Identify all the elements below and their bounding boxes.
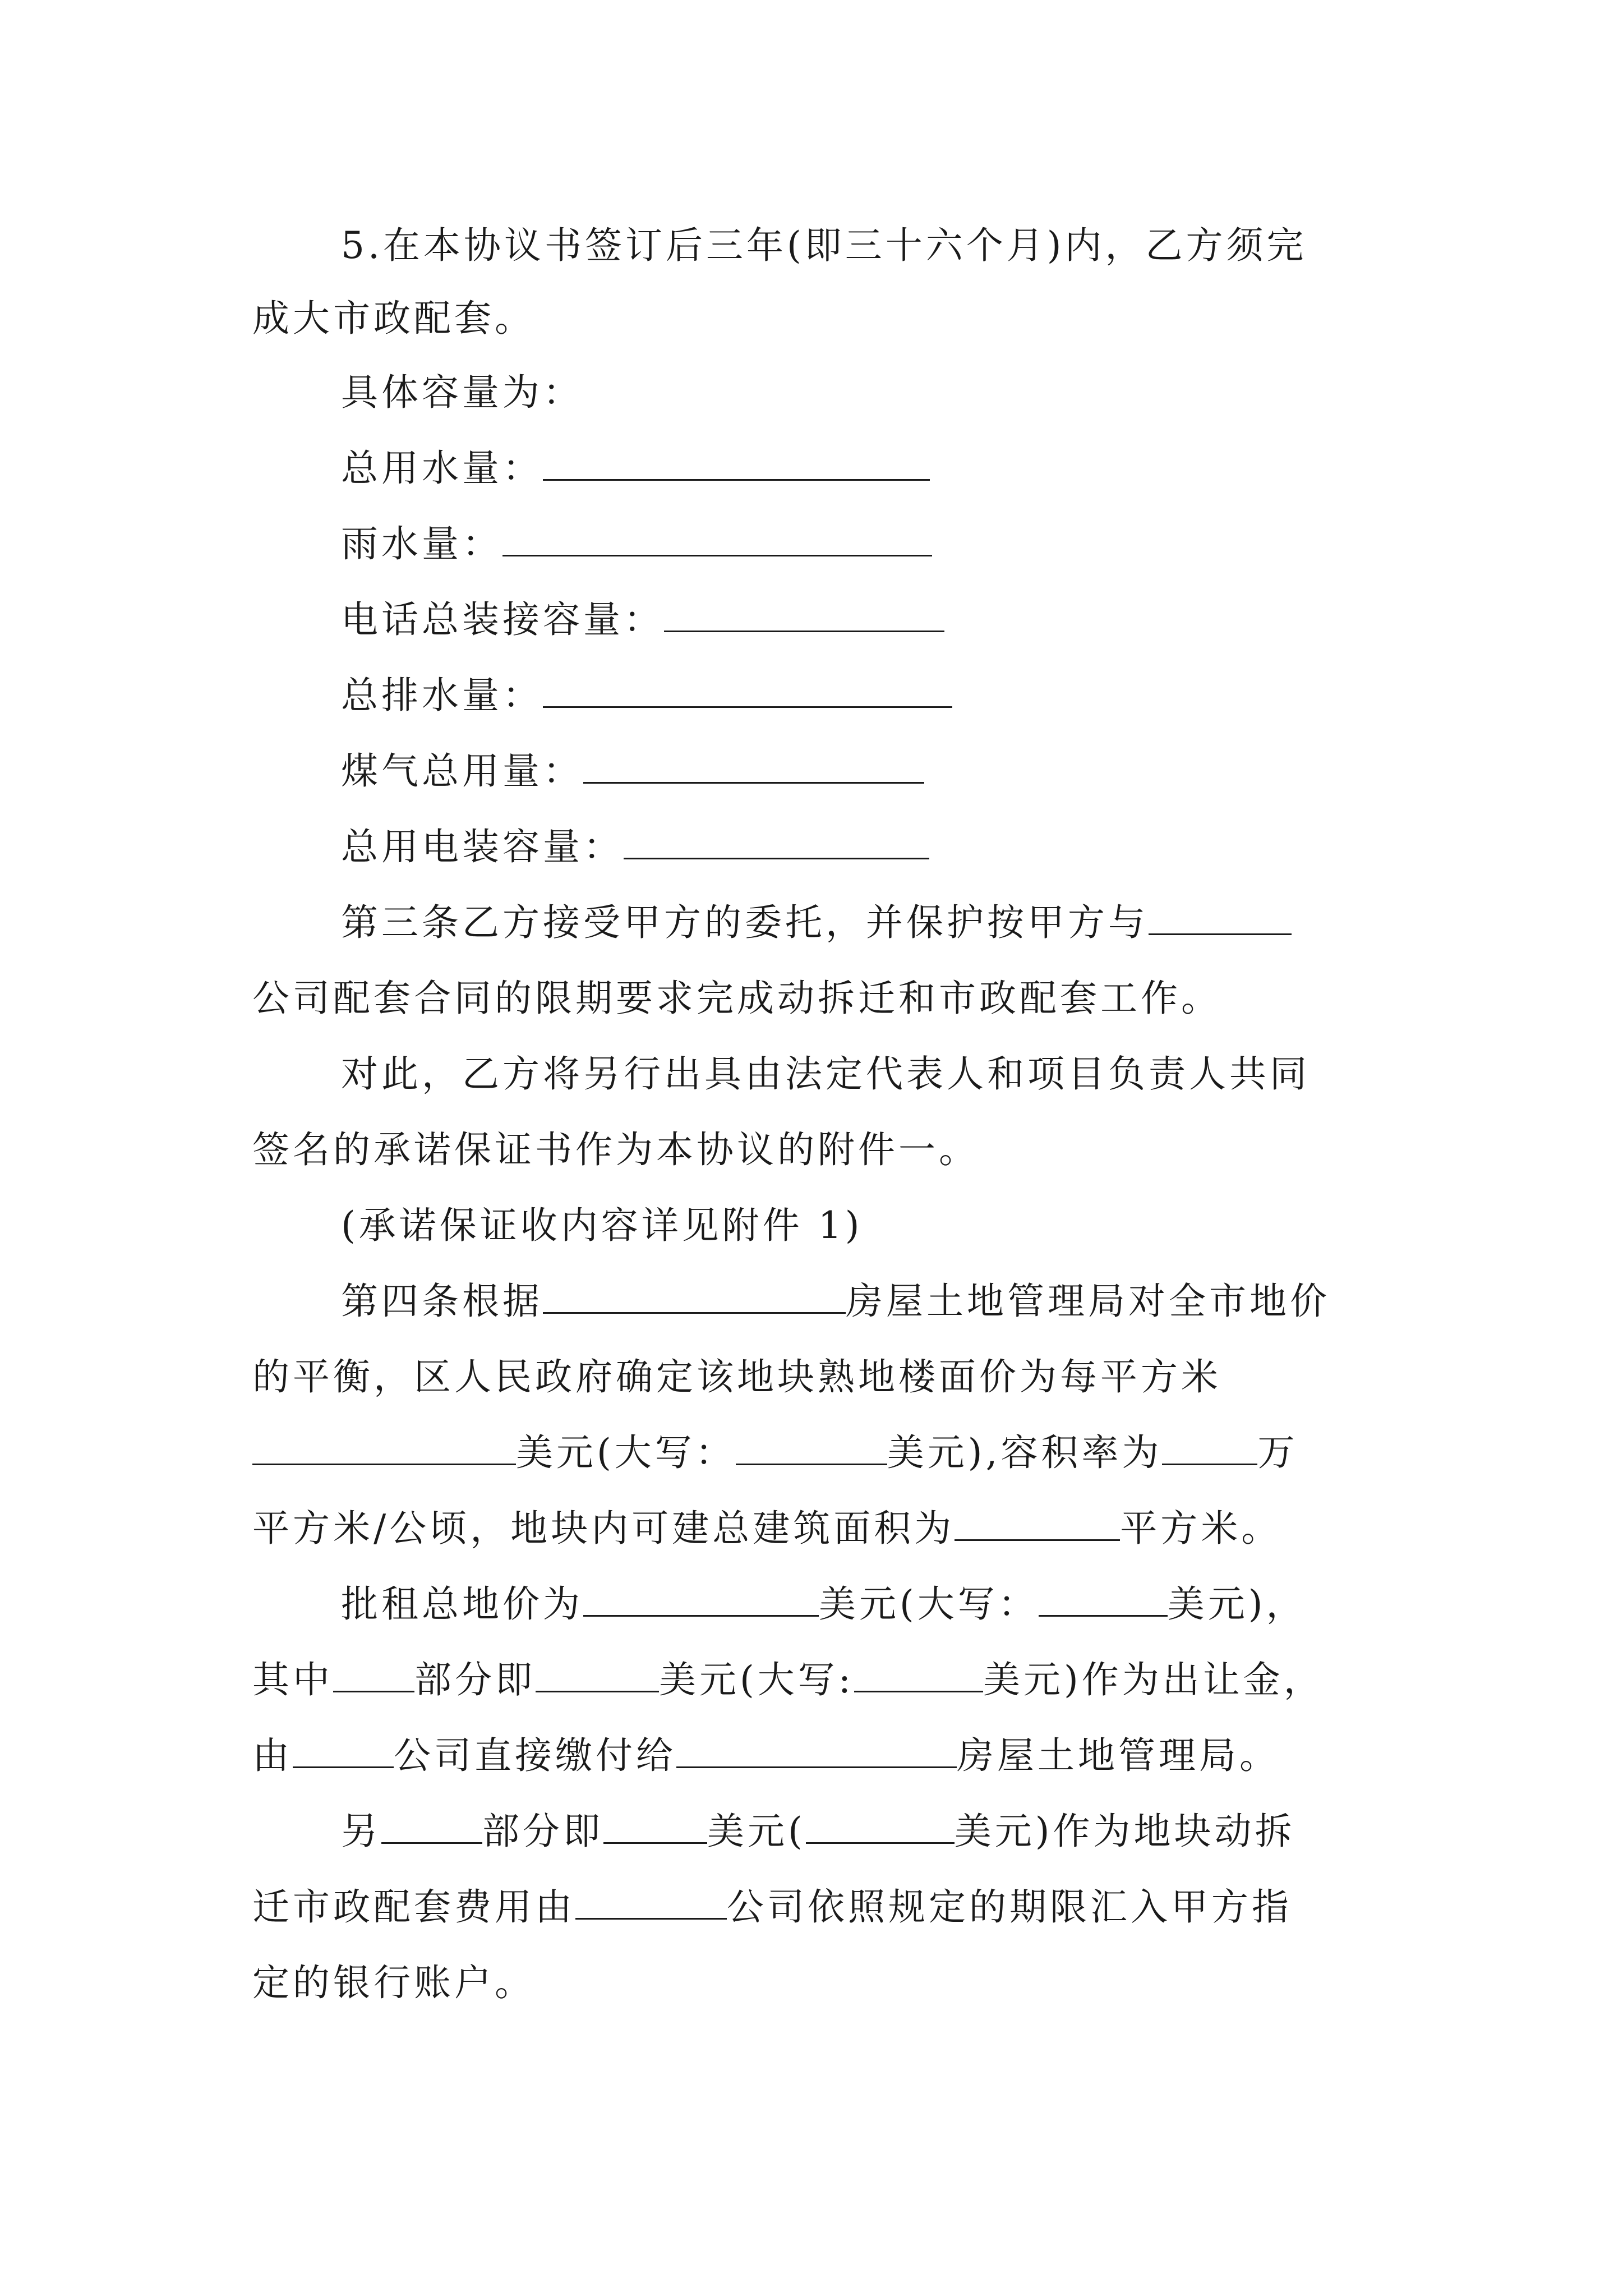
article4-l3c: 万 [1257, 1431, 1298, 1474]
article4-p3-line2-row [252, 1885, 1292, 1930]
article4-fee-words-blank [854, 1659, 983, 1692]
article4-p2-l1a: 批租总地价为 [341, 1582, 583, 1626]
article4-fee-blank [536, 1659, 659, 1692]
capacity-gas-row [341, 749, 924, 794]
article4-payee-blank [676, 1735, 957, 1768]
article4-p2-line2-row [252, 1658, 1324, 1703]
article4-p2-l3a: 由 [252, 1734, 293, 1777]
article4-total-words-blank [1039, 1584, 1168, 1617]
capacity-water-row [341, 446, 930, 491]
capacity-gas-label: 煤气总用量： [341, 749, 583, 793]
capacity-rain-blank [502, 523, 932, 556]
article4-line3-row [252, 1430, 1298, 1475]
capacity-heading: 具体容量为： [341, 371, 583, 414]
article4-p3-line3: 定的银行账户。 [252, 1961, 535, 2004]
article4-p2-l1c: 美元)， [1167, 1582, 1307, 1626]
capacity-phone-row [341, 597, 944, 642]
clause5-line2: 成大市政配套。 [252, 297, 535, 340]
article4-p2-line1-row [341, 1582, 1307, 1627]
article4-p2-l2b: 部分即 [414, 1658, 536, 1701]
article3-note: (承诺保证收内容详见附件 1) [341, 1204, 863, 1247]
article4-p2-l3c: 房屋土地管理局。 [957, 1734, 1280, 1777]
article4-l4b: 平方米。 [1120, 1507, 1282, 1550]
capacity-drain-label: 总排水量： [341, 674, 543, 717]
article4-l4a: 平方米/公顷，地块内可建总建筑面积为 [252, 1507, 955, 1550]
article4-p2-l1b: 美元(大写： [819, 1582, 1039, 1626]
article4-line2: 的平衡，区人民政府确定该地块熟地楼面价为每平方米 [252, 1355, 1221, 1398]
capacity-power-label: 总用电装容量： [341, 825, 624, 868]
article4-other-fee-words-blank [806, 1811, 955, 1844]
article4-remit-company-blank [575, 1887, 727, 1920]
article4-l1b: 房屋土地管理局对全市地价 [846, 1280, 1330, 1323]
capacity-rain-row [341, 522, 932, 567]
article4-price-words-blank [736, 1432, 887, 1465]
article4-line4-row [252, 1506, 1281, 1551]
article4-price-blank [252, 1432, 516, 1465]
capacity-power-row [341, 825, 929, 869]
capacity-drain-row [341, 673, 952, 718]
article4-p2-l3b: 公司直接缴付给 [394, 1734, 676, 1777]
capacity-power-blank [624, 826, 929, 859]
article3-p2-line1: 对此，乙方将另行出具由法定代表人和项目负责人共同 [341, 1052, 1310, 1096]
article4-p3-l1b: 部分即 [482, 1810, 603, 1853]
article4-p3-l2b: 公司依照规定的期限汇入甲方指 [727, 1885, 1292, 1929]
article4-p3-l1c: 美元( [707, 1810, 806, 1853]
article4-line1-row [341, 1279, 1330, 1324]
article4-ratio-blank [1162, 1432, 1257, 1465]
article4-payer-blank [293, 1735, 394, 1768]
article4-l1a: 第四条根据 [341, 1280, 543, 1323]
capacity-phone-blank [664, 599, 944, 632]
article4-p3-l1a: 另 [341, 1810, 381, 1853]
article4-l3a: 美元(大写： [516, 1431, 736, 1474]
article4-p2-line3-row [252, 1733, 1280, 1778]
article4-l3b: 美元),容积率为 [887, 1431, 1163, 1474]
clause5-line1: 5.在本协议书签订后三年(即三十六个月)内，乙方须完 [341, 224, 1307, 267]
article4-area-blank [955, 1508, 1120, 1541]
article4-total-blank [583, 1584, 819, 1617]
article4-part-blank [333, 1659, 414, 1692]
capacity-water-blank [543, 448, 930, 481]
capacity-rain-label: 雨水量： [341, 522, 502, 565]
article3-company-blank [1149, 902, 1292, 935]
article4-city-blank [543, 1281, 846, 1314]
capacity-phone-label: 电话总装接容量： [341, 598, 664, 641]
capacity-gas-blank [583, 751, 924, 784]
article4-p3-l1d: 美元)作为地块动拆 [954, 1810, 1295, 1853]
article4-p2-l2a: 其中 [252, 1658, 333, 1701]
article4-p2-l2d: 美元)作为出让金， [983, 1658, 1324, 1701]
article4-p2-l2c: 美元(大写: [659, 1658, 854, 1701]
article3-line2: 公司配套合同的限期要求完成动拆迁和市政配套工作。 [252, 977, 1221, 1020]
article3-line1: 第三条乙方接受甲方的委托，并保护按甲方与 [341, 901, 1149, 944]
article3-p2-line2: 签名的承诺保证书作为本协议的附件一。 [252, 1128, 979, 1171]
article4-p3-l2a: 迁市政配套费用由 [252, 1885, 575, 1929]
article4-p3-line1-row [341, 1809, 1295, 1854]
article3-line1-row [341, 900, 1292, 945]
capacity-drain-blank [543, 675, 952, 708]
article4-other-part-blank [381, 1811, 482, 1844]
capacity-water-label: 总用水量： [341, 447, 543, 490]
article4-other-fee-blank [603, 1811, 707, 1844]
